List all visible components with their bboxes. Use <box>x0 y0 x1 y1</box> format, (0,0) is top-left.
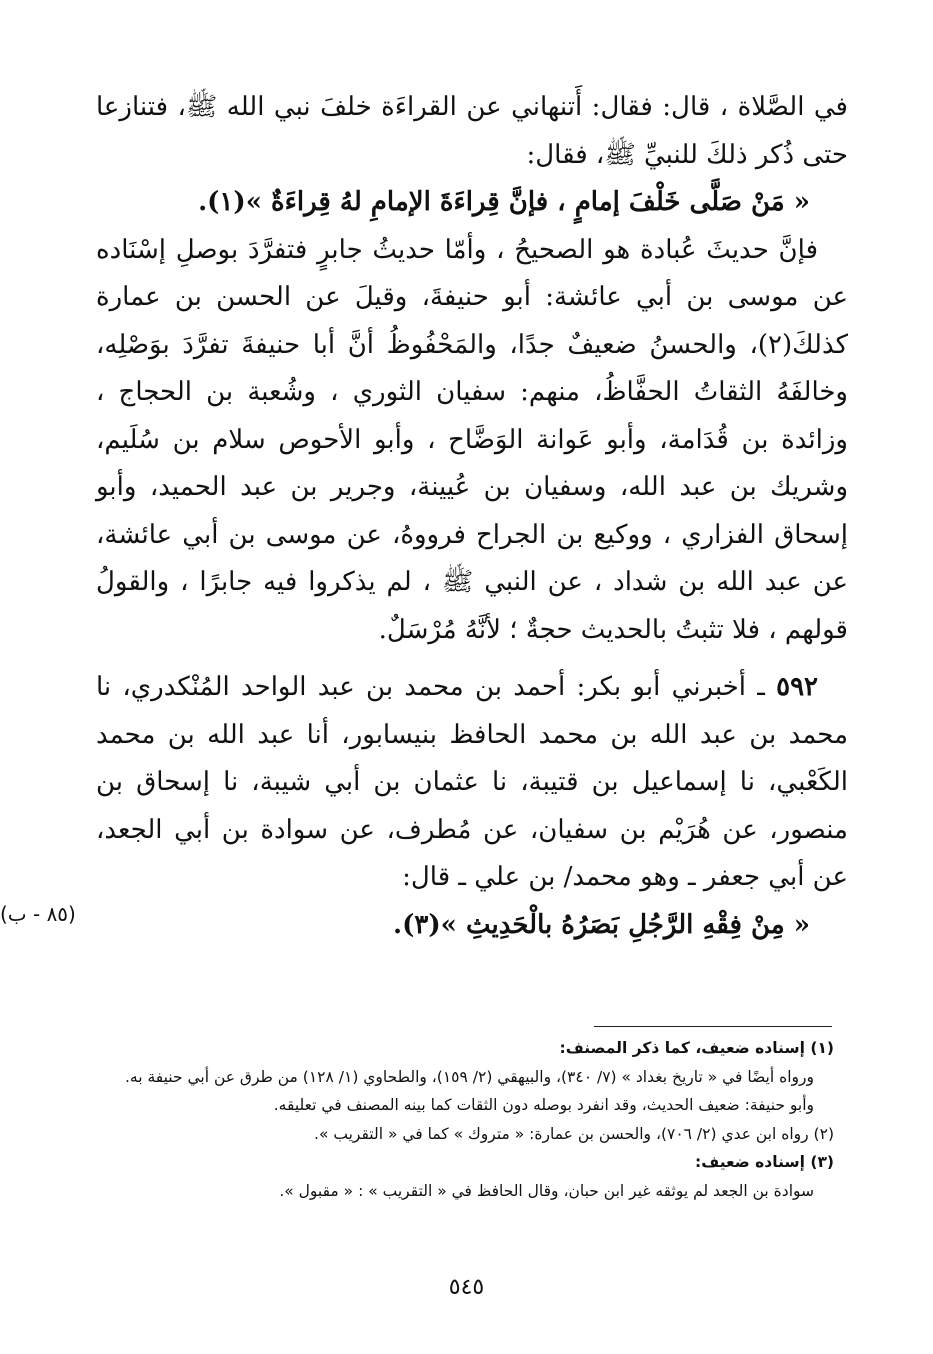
footnote-3-heading: (٣) إسناده ضعيف: <box>695 1153 834 1171</box>
report-text: ـ أخبرني أبو بكر: أحمد بن محمد بن عبد الواحد المُنْكدري، نا محمد بن عبد الله بن محمد الحافظ بنيسابور، أنا عبد الله بن محمد الكَعْبي، نا إسماعيل بن قتيبة، نا عثمان بن أبي شيبة، نا إسحاق بن منصور، عن هُرَيْم بن سفيان، عن مُطرف، عن سوادة بن أبي الجعد، عن أبي جعفر ـ وهو محمد/ بن علي ـ قال: <box>96 672 848 892</box>
page-number: ٥٤٥ <box>448 1275 485 1300</box>
paragraph-commentary: فإنَّ حديثَ عُبادة هو الصحيحُ ، وأمّا حديثُ جابرٍ فتفرَّدَ بوصلِ إسْنَاده عن موسى بن أبي عائشة: أبو حنيفةَ، وقيلَ عن الحسن بن عمارة كذلكَ(٢)، والحسنُ ضعيفٌ جدًا، والمَحْفُوظُ أنَّ أبا حنيفةَ تفرَّدَ بوَصْلِه، وخالفَهُ الثقاتُ الحفَّاظُ، منهم: سفيان الثوري ، وشُعبة بن الحجاج ، وزائدة بن قُدَامة، وأبو عَوانة الوَضَّاح ، وأبو الأحوص سلام بن سُلَيم، وشريك بن عبد الله، وسفيان بن عُيينة، وجرير بن عبد الحميد، وأبو إسحاق الفزاري ، ووكيع بن الجراح فرووهُ، عن موسى بن أبي عائشة، عن عبد الله بن شداد ، عن النبي ﷺ ، لم يذكروا فيه جابرًا ، والقولُ قولهم ، فلا تثبتُ بالحديث حجةٌ ؛ لأنَّهُ مُرْسَلٌ. <box>96 234 848 645</box>
footnotes <box>96 1034 834 1205</box>
footnote-1-line: ورواه أيضًا في « تاريخ بغداد » (٧/ ٣٤٠)، والبيهقي (٢/ ١٥٩)، والطحاوي (١/ ١٢٨) من طرق عن أبي حنيفة به. <box>124 1067 814 1086</box>
footnote-1-line: وأبو حنيفة: ضعيف الحديث، وقد انفرد بوصله دون الثقات كما بينه المصنف في تعليقه. <box>273 1096 814 1114</box>
paragraph-continuation: في الصَّلاة ، قال: فقال: أَتنهاني عن القراءَة خلفَ نبي الله ﷺ، فتنازعا حتى ذُكر ذلكَ للنبيِّ ﷺ، فقال: <box>96 92 848 170</box>
footnote-2: (٢) رواه ابن عدي (٢/ ٧٠٦)، والحسن بن عمارة: « متروك » كما في « التقريب ». <box>314 1124 834 1143</box>
main-text <box>96 84 848 949</box>
footnote-3-line: سوادة بن الجعد لم يوثقه غير ابن حبان، وقال الحافظ في « التقريب » : « مقبول ». <box>279 1181 814 1200</box>
hadith-quote: « مَنْ صَلَّى خَلْفَ إمامٍ ، فإنَّ قِراءَةَ الإمامِ لهُ قِراءَةٌ »(١). <box>198 187 810 217</box>
hadith-quote-2: « مِنْ فِقْهِ الرَّجُلِ بَصَرُهُ بالْحَدِيثِ »(٣). <box>393 909 810 940</box>
footnote-1-heading: (١) إسناده ضعيف، كما ذكر المصنف: <box>559 1039 834 1057</box>
margin-folio-note: (٨٥ - ب) <box>0 902 76 926</box>
report-paragraph <box>96 664 848 902</box>
footnote-divider <box>594 1026 832 1027</box>
report-number: ٥٩٢ <box>776 672 819 702</box>
